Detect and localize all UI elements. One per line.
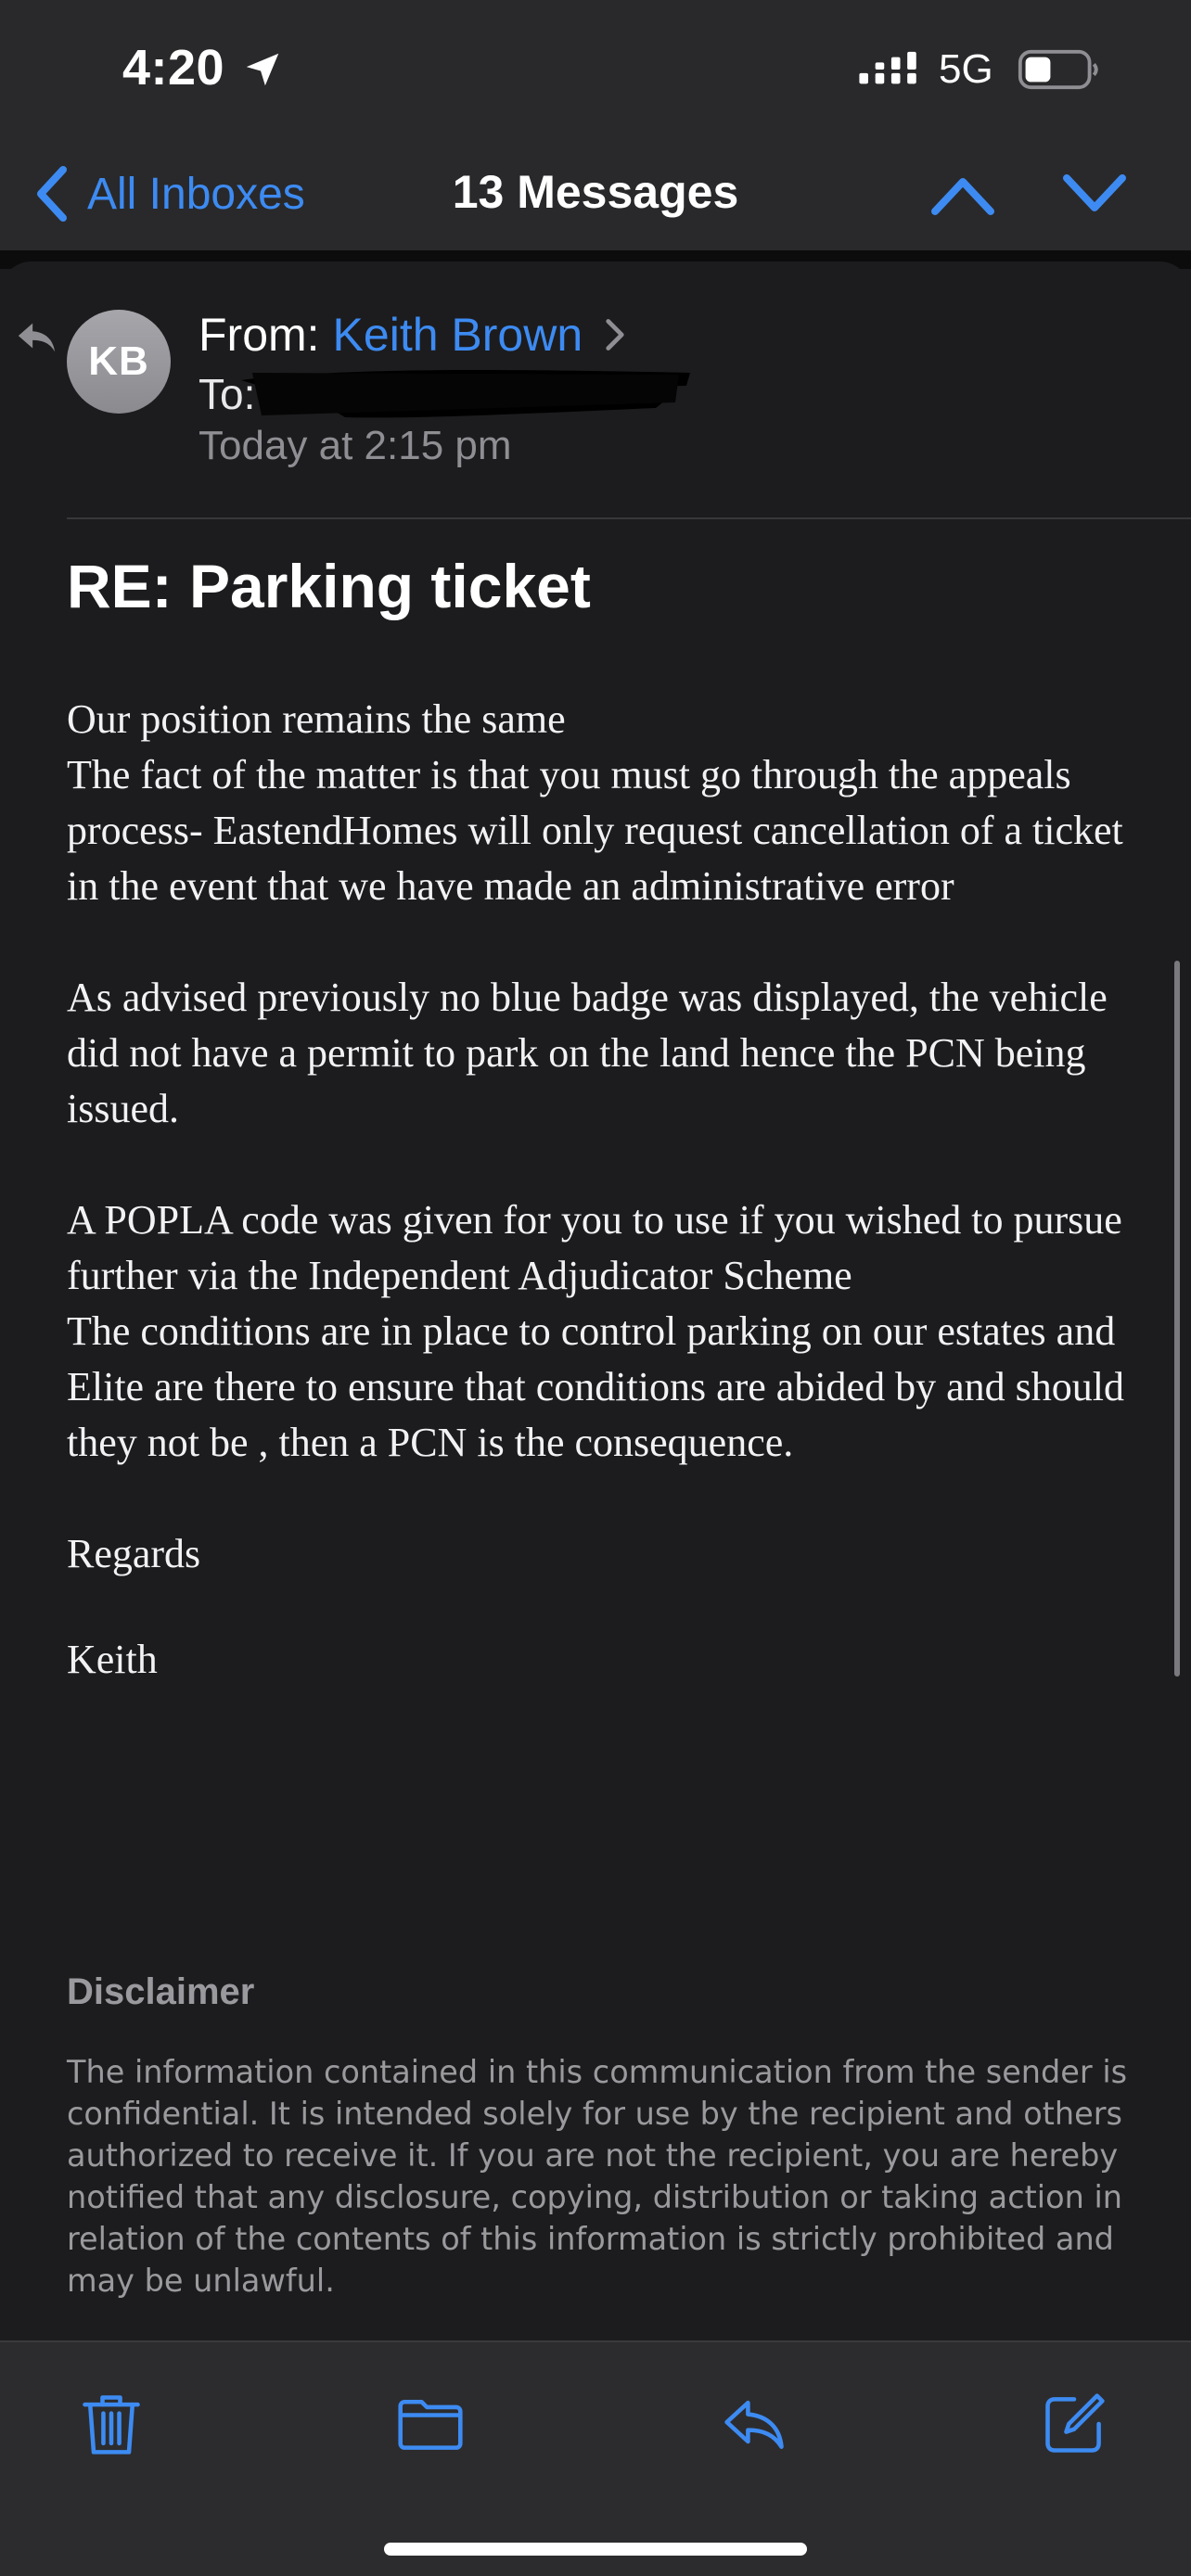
- scrollbar[interactable]: [1174, 961, 1180, 1677]
- body-paragraph: As advised previously no blue badge was displayed, the vehicle did not have a permit to park on the land hence the PCN being issued.: [67, 975, 1108, 1131]
- replied-indicator-icon: [15, 319, 58, 356]
- chevron-up-icon[interactable]: [928, 167, 998, 223]
- body-signature: Keith: [67, 1637, 158, 1682]
- message-body: [67, 692, 1133, 1688]
- chevron-down-icon[interactable]: [1059, 167, 1130, 223]
- network-label: 5G: [939, 46, 993, 92]
- battery-icon: [1017, 48, 1102, 91]
- from-row: [198, 308, 627, 362]
- from-label: From:: [198, 309, 320, 361]
- home-indicator[interactable]: [384, 2543, 807, 2556]
- to-label: To:: [198, 370, 256, 418]
- chevron-right-icon[interactable]: [603, 316, 627, 353]
- body-line: Our position remains the same: [67, 696, 566, 742]
- message-subject: RE: Parking ticket: [67, 552, 591, 620]
- disclaimer-heading: Disclaimer: [67, 1971, 255, 2012]
- body-paragraph: The conditions are in place to control parking on our estates and Elite are there to ensure that conditions are abided by and should they not be , then a PCN is the consequence.: [67, 1308, 1124, 1465]
- redaction-scribble: [234, 360, 698, 427]
- page-title: 13 Messages: [452, 166, 739, 218]
- trash-icon[interactable]: [76, 2389, 147, 2459]
- status-bar: [0, 0, 1191, 139]
- reply-icon[interactable]: [720, 2389, 790, 2459]
- message-date: Today at 2:15 pm: [198, 423, 512, 468]
- sender-name-link[interactable]: Keith Brown: [332, 309, 583, 361]
- signal-bars-icon: [857, 48, 922, 91]
- folder-icon[interactable]: [395, 2389, 466, 2459]
- header-divider: [67, 517, 1191, 519]
- sender-avatar[interactable]: KB: [67, 310, 171, 414]
- body-paragraph: A POPLA code was given for you to use if you wished to pursue further via the Independent Adjudicator Scheme: [67, 1197, 1122, 1298]
- compose-icon[interactable]: [1039, 2389, 1109, 2459]
- status-time: 4:20: [122, 40, 225, 96]
- message-card: [0, 261, 1191, 2348]
- body-regards: Regards: [67, 1531, 201, 1576]
- body-paragraph: The fact of the matter is that you must go through the appeals process- EastendHomes will only request cancellation of a ticket in the event that we have made an administrative error: [67, 752, 1123, 909]
- navigation-bar: [0, 139, 1191, 250]
- location-arrow-icon: [241, 48, 284, 91]
- back-label: All Inboxes: [87, 169, 305, 219]
- disclaimer-text: The information contained in this communication from the sender is confidential. It is intended solely for use by the recipient and others authorized to receive it. If you are not the recipient, you are hereby notified that any disclosure, copying, distribution or taking action in relation of the contents of this information is strictly prohibited and may be unlawful.: [67, 2054, 1128, 2299]
- bottom-toolbar: [0, 2340, 1191, 2576]
